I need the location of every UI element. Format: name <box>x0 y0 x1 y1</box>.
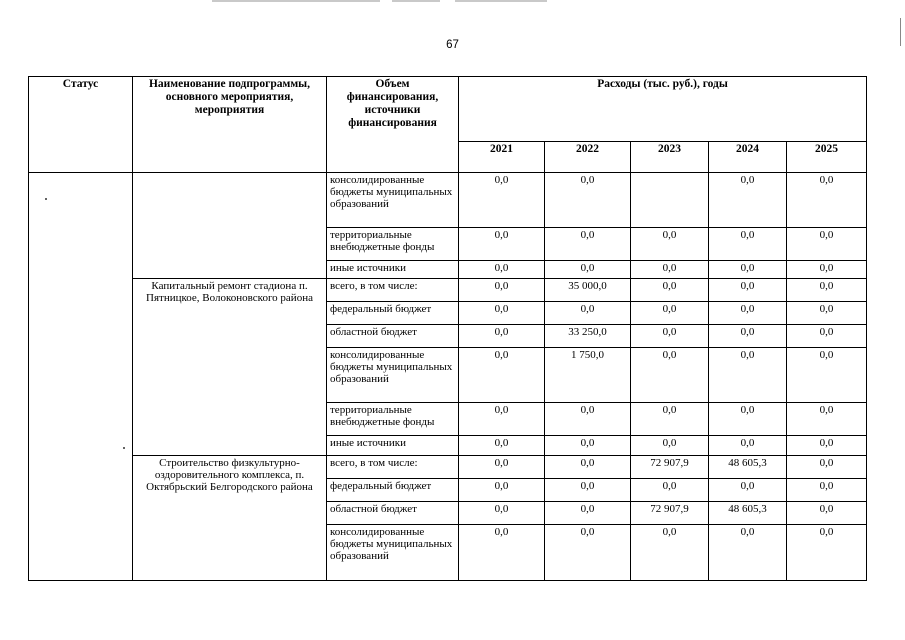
value-cell: 0,0 <box>545 302 631 325</box>
value-cell: 35 000,0 <box>545 279 631 302</box>
value-cell: 0,0 <box>787 228 867 261</box>
value-cell: 72 907,9 <box>631 456 709 479</box>
header-name: Наименование подпрограммы, основного мероприятия, мероприятия <box>133 77 327 173</box>
value-cell: 0,0 <box>545 525 631 581</box>
value-cell: 0,0 <box>459 228 545 261</box>
page-number: 67 <box>446 39 459 51</box>
header-year: 2025 <box>787 142 867 173</box>
value-cell: 0,0 <box>631 228 709 261</box>
value-cell: 48 605,3 <box>709 502 787 525</box>
source-cell: всего, в том числе: <box>327 456 459 479</box>
header-status: Статус <box>29 77 133 173</box>
measure-name-cell: Капитальный ремонт стадиона п. Пятницкое, Волоконовского района <box>133 279 327 456</box>
value-cell: 0,0 <box>545 403 631 436</box>
value-cell: 0,0 <box>787 525 867 581</box>
value-cell: 0,0 <box>459 325 545 348</box>
scan-top-edge <box>455 0 547 2</box>
value-cell: 0,0 <box>709 479 787 502</box>
value-cell: 0,0 <box>787 302 867 325</box>
value-cell: 0,0 <box>459 403 545 436</box>
value-cell: 0,0 <box>787 479 867 502</box>
value-cell: 0,0 <box>459 302 545 325</box>
value-cell: 0,0 <box>709 525 787 581</box>
measure-name-cell: Строительство физкультурно-оздоровительного комплекса, п. Октябрьский Белгородского района <box>133 456 327 581</box>
value-cell: 72 907,9 <box>631 502 709 525</box>
source-cell: федеральный бюджет <box>327 479 459 502</box>
source-cell: всего, в том числе: <box>327 279 459 302</box>
value-cell: 0,0 <box>459 479 545 502</box>
value-cell: 0,0 <box>459 502 545 525</box>
value-cell: 1 750,0 <box>545 348 631 403</box>
value-cell: 0,0 <box>545 261 631 279</box>
source-cell: территориальные внебюджетные фонды <box>327 228 459 261</box>
table-row <box>29 173 867 228</box>
value-cell: 0,0 <box>709 228 787 261</box>
value-cell: 0,0 <box>631 436 709 456</box>
source-cell: иные источники <box>327 261 459 279</box>
value-cell: 0,0 <box>545 502 631 525</box>
status-cell <box>29 173 133 581</box>
value-cell: 0,0 <box>709 403 787 436</box>
value-cell: 0,0 <box>459 436 545 456</box>
value-cell: 0,0 <box>631 348 709 403</box>
budget-table <box>28 76 867 581</box>
value-cell: 0,0 <box>545 479 631 502</box>
value-cell: 0,0 <box>631 403 709 436</box>
header-row <box>29 77 867 142</box>
value-cell: 0,0 <box>631 479 709 502</box>
measure-name-cell <box>133 173 327 279</box>
value-cell: 0,0 <box>787 456 867 479</box>
value-cell: 0,0 <box>709 325 787 348</box>
header-year: 2022 <box>545 142 631 173</box>
source-cell: консолидированные бюджеты муниципальных образований <box>327 173 459 228</box>
value-cell <box>631 173 709 228</box>
value-cell: 0,0 <box>459 348 545 403</box>
source-cell: областной бюджет <box>327 502 459 525</box>
value-cell: 0,0 <box>709 261 787 279</box>
source-cell: федеральный бюджет <box>327 302 459 325</box>
value-cell: 0,0 <box>459 456 545 479</box>
value-cell: 0,0 <box>631 325 709 348</box>
value-cell: 0,0 <box>459 279 545 302</box>
value-cell: 0,0 <box>631 302 709 325</box>
value-cell: 0,0 <box>709 348 787 403</box>
value-cell: 0,0 <box>787 279 867 302</box>
value-cell: 0,0 <box>545 173 631 228</box>
value-cell: 0,0 <box>459 525 545 581</box>
source-cell: областной бюджет <box>327 325 459 348</box>
value-cell: 0,0 <box>787 348 867 403</box>
value-cell: 0,0 <box>631 261 709 279</box>
value-cell: 0,0 <box>787 261 867 279</box>
value-cell: 33 250,0 <box>545 325 631 348</box>
value-cell: 0,0 <box>545 228 631 261</box>
source-cell: территориальные внебюджетные фонды <box>327 403 459 436</box>
value-cell: 0,0 <box>787 403 867 436</box>
value-cell: 0,0 <box>459 173 545 228</box>
header-year: 2021 <box>459 142 545 173</box>
table-row <box>29 456 867 479</box>
value-cell: 0,0 <box>787 436 867 456</box>
scan-top-edge <box>392 0 440 2</box>
value-cell: 0,0 <box>459 261 545 279</box>
value-cell: 0,0 <box>787 173 867 228</box>
value-cell: 0,0 <box>787 325 867 348</box>
value-cell: 48 605,3 <box>709 456 787 479</box>
value-cell: 0,0 <box>631 279 709 302</box>
header-year: 2024 <box>709 142 787 173</box>
value-cell: 0,0 <box>545 436 631 456</box>
table-row <box>29 279 867 302</box>
header-expenses: Расходы (тыс. руб.), годы <box>459 77 867 142</box>
value-cell: 0,0 <box>787 502 867 525</box>
source-cell: консолидированные бюджеты муниципальных образований <box>327 348 459 403</box>
header-year: 2023 <box>631 142 709 173</box>
value-cell: 0,0 <box>631 525 709 581</box>
scan-top-edge <box>212 0 380 2</box>
header-volume: Объем финансирования, источники финансирования <box>327 77 459 173</box>
value-cell: 0,0 <box>709 173 787 228</box>
value-cell: 0,0 <box>545 456 631 479</box>
source-cell: иные источники <box>327 436 459 456</box>
value-cell: 0,0 <box>709 279 787 302</box>
value-cell: 0,0 <box>709 436 787 456</box>
value-cell: 0,0 <box>709 302 787 325</box>
source-cell: консолидированные бюджеты муниципальных образований <box>327 525 459 581</box>
